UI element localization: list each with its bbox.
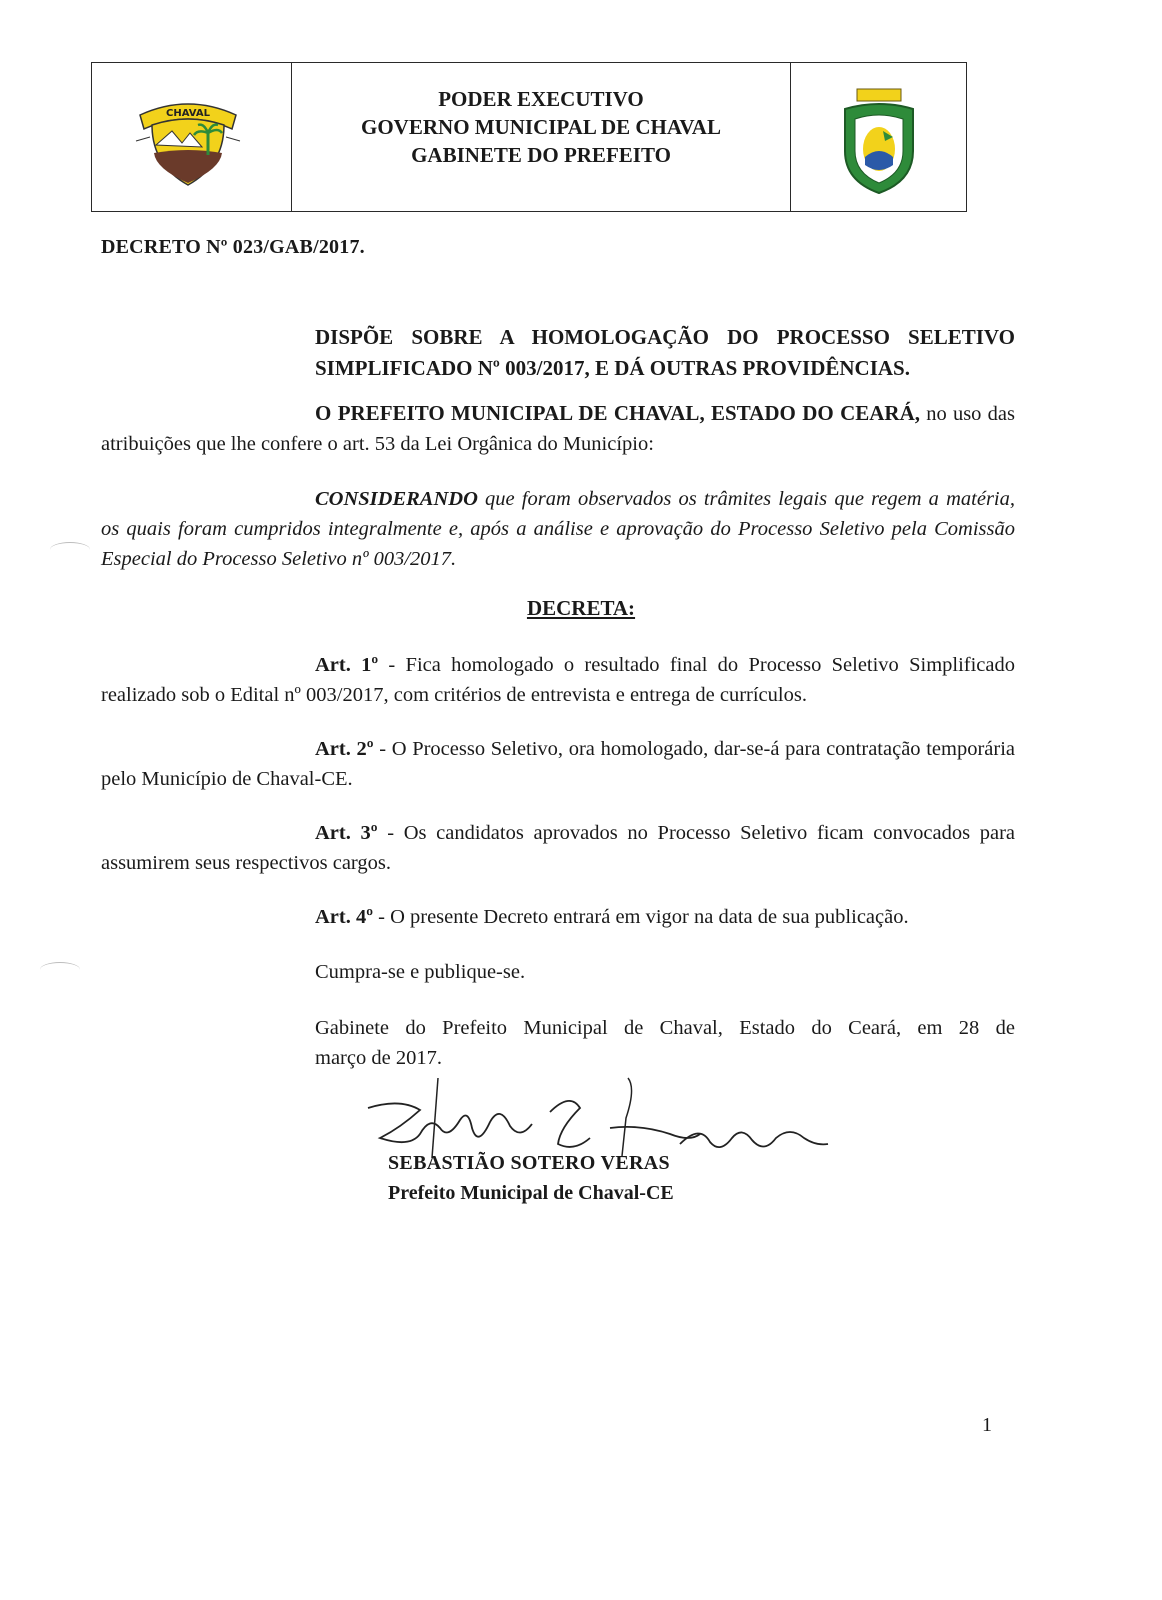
- closing-line: Cumpra-se e publique-se.: [315, 961, 526, 983]
- municipal-coat-of-arms-icon: [132, 85, 244, 189]
- left-logo-cell: [92, 63, 292, 211]
- considerando-paragraph: [101, 484, 1015, 574]
- article-label: Art. 2º: [315, 738, 374, 760]
- letterhead-title: [292, 85, 790, 169]
- header-line-3: GABINETE DO PREFEITO: [411, 143, 671, 167]
- place-date-line-1: Gabinete do Prefeito Municipal de Chaval, Estado do Ceará, em 28 de: [315, 1017, 1015, 1039]
- decreta-label: DECRETA:: [526, 596, 636, 620]
- place-date-line-2: março de 2017.: [315, 1047, 442, 1069]
- letterhead-box: [91, 62, 967, 212]
- logo-text: CHAVAL: [166, 108, 210, 119]
- considerando-label: CONSIDERANDO: [315, 488, 478, 510]
- place-date: [315, 1013, 1015, 1073]
- article-label: Art. 1º: [315, 654, 379, 676]
- scan-mark: [50, 542, 90, 557]
- preamble-text: no uso das atribuições que lhe confere o art. 53 da Lei Orgânica do Município:: [101, 403, 1015, 455]
- signer-name: SEBASTIÃO SOTERO VERAS: [388, 1152, 670, 1174]
- state-coat-of-arms-icon: [839, 85, 919, 197]
- page-number: 1: [982, 1414, 992, 1436]
- header-line-1: PODER EXECUTIVO: [438, 87, 644, 111]
- article-text: - Fica homologado o resultado final do Processo Seletivo Simplificado realizado sob o Edital nº 003/2017, com critérios de entrevista e entrega de currículos.: [101, 654, 1015, 706]
- preamble-authority: O PREFEITO MUNICIPAL DE CHAVAL, ESTADO DO CEARÁ,: [315, 401, 920, 425]
- scan-mark: [40, 962, 80, 977]
- decree-number: DECRETO Nº 023/GAB/2017.: [101, 236, 365, 258]
- decree-summary: DISPÕE SOBRE A HOMOLOGAÇÃO DO PROCESSO SELETIVO SIMPLIFICADO Nº 003/2017, E DÁ OUTRAS PROVIDÊNCIAS.: [315, 325, 1015, 380]
- header-line-2: GOVERNO MUNICIPAL DE CHAVAL: [361, 115, 721, 139]
- article-label: Art. 3º: [315, 822, 378, 844]
- article-2: [101, 734, 1015, 794]
- right-logo-cell: [790, 63, 966, 211]
- decreta-heading: [0, 596, 1162, 621]
- article-label: Art. 4º: [315, 906, 373, 928]
- article-text: - O Processo Seletivo, ora homologado, dar-se-á para contratação temporária pelo Município de Chaval-CE.: [101, 738, 1015, 790]
- considerando-text: que foram observados os trâmites legais que regem a matéria, os quais foram cumpridos integralmente e, após a análise e aprovação do Processo Seletivo pela Comissão Especial do Processo Seletivo nº 003/2017.: [101, 488, 1015, 570]
- article-text: - Os candidatos aprovados no Processo Seletivo ficam convocados para assumirem seus respectivos cargos.: [101, 822, 1016, 874]
- article-3: [101, 818, 1015, 878]
- preamble-paragraph: [101, 398, 1015, 459]
- signer-title: Prefeito Municipal de Chaval-CE: [388, 1182, 674, 1204]
- article-4: [101, 902, 1015, 932]
- article-text: - O presente Decreto entrará em vigor na data de sua publicação.: [373, 906, 909, 928]
- article-1: [101, 650, 1015, 710]
